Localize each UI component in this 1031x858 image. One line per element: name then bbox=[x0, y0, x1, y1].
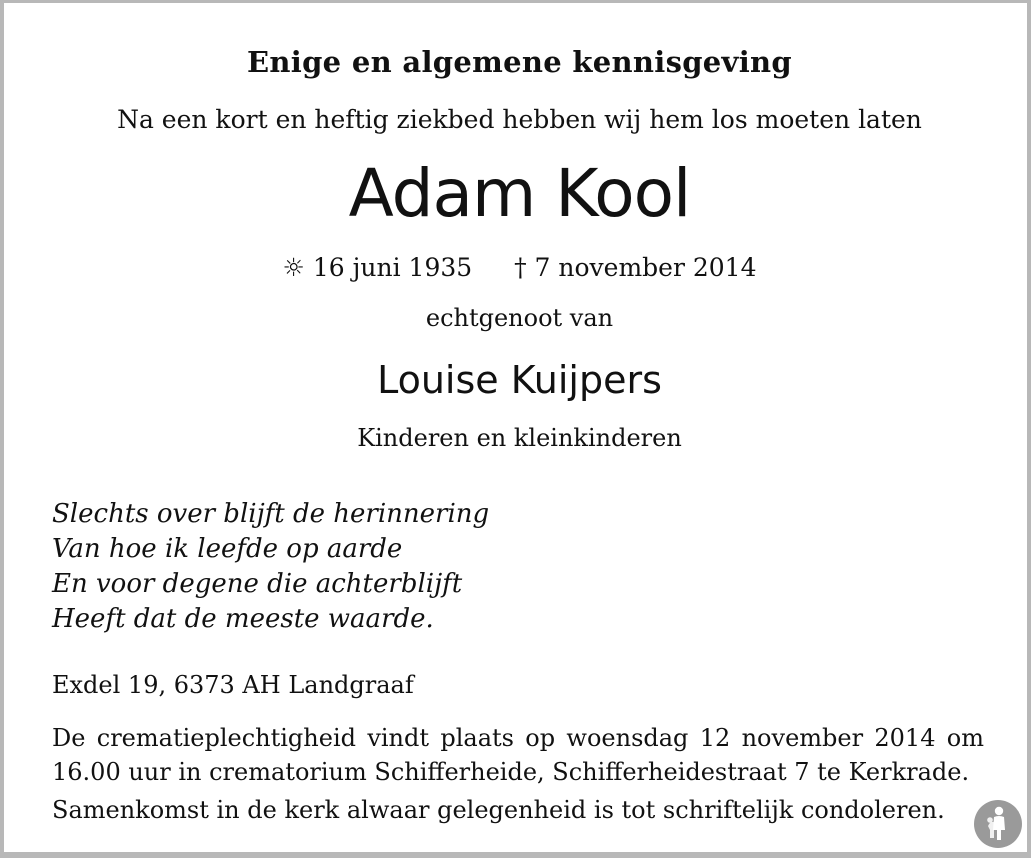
death-date: 7 november 2014 bbox=[534, 253, 757, 282]
notice-heading: Enige en algemene kennisgeving bbox=[247, 45, 792, 79]
poem bbox=[52, 497, 489, 637]
cross-icon: † bbox=[514, 253, 527, 282]
birth-date: 16 juni 1935 bbox=[312, 253, 473, 282]
spouse-name: Louise Kuijpers bbox=[377, 358, 662, 402]
cremation-details bbox=[52, 721, 984, 789]
sun-icon: ☼ bbox=[282, 253, 305, 282]
family-line: Kinderen en kleinkinderen bbox=[357, 424, 682, 452]
poem-line: Van hoe ik leefde op aarde bbox=[52, 534, 403, 564]
poem-line: Heeft dat de meeste waarde. bbox=[52, 604, 434, 634]
gathering-text: Samenkomst in de kerk alwaar gelegenheid is tot schriftelijk condoleren. bbox=[52, 796, 945, 824]
address: Exdel 19, 6373 AH Landgraaf bbox=[52, 671, 414, 699]
poem-line: En voor degene die achterblijft bbox=[52, 569, 463, 599]
intro-text: Na een kort en heftig ziekbed hebben wij hem los moeten laten bbox=[117, 105, 922, 134]
spouse-label: echtgenoot van bbox=[425, 304, 614, 332]
mourning-figure-logo-icon bbox=[974, 800, 1022, 848]
life-dates bbox=[4, 253, 1031, 282]
cremation-line-1: De crematieplechtigheid vindt plaats op woensdag 12 november 2014 om bbox=[52, 724, 984, 752]
deceased-name: Adam Kool bbox=[348, 155, 691, 232]
poem-line: Slechts over blijft de herinnering bbox=[52, 499, 490, 529]
cremation-line-2: 16.00 uur in crematorium Schifferheide, Schifferheidestraat 7 te Kerkrade. bbox=[52, 758, 970, 786]
